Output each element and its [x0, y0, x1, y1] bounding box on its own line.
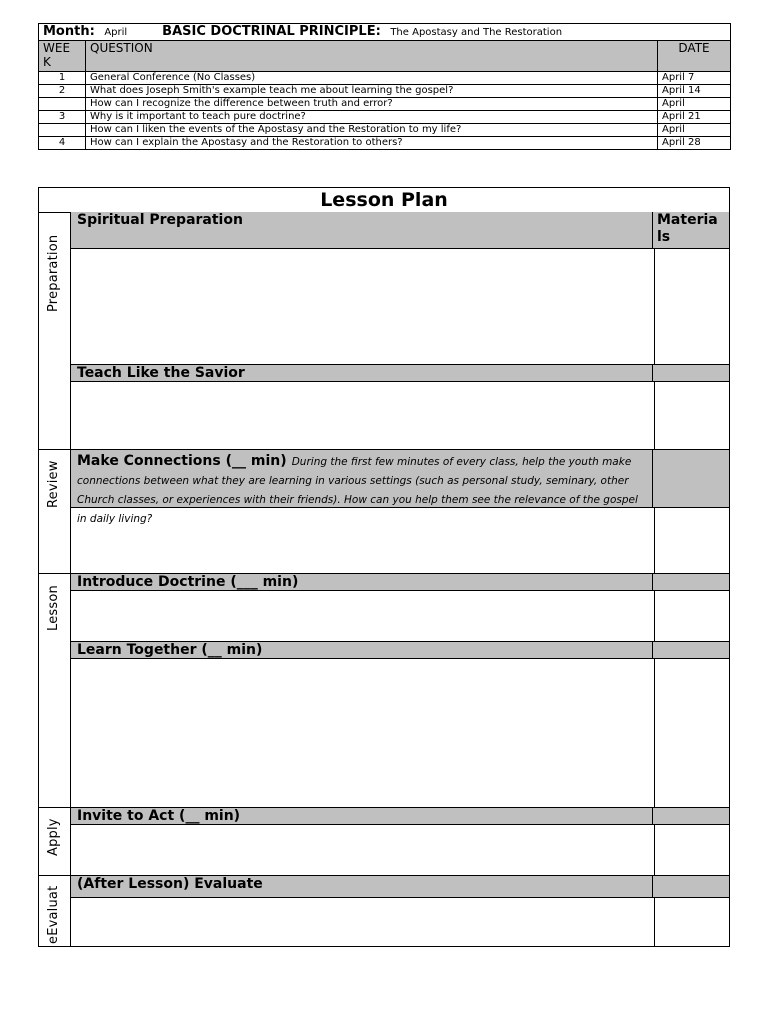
question-cell: How can I liken the events of the Apostasy and the Restoration to my life? — [86, 124, 658, 137]
table-row — [39, 98, 731, 111]
week-cell: 2 — [39, 85, 86, 98]
week-cell: 4 — [39, 137, 86, 150]
band-learn-together — [71, 641, 729, 659]
band-spiritual-preparation — [71, 212, 729, 249]
side-evaluate — [39, 875, 71, 947]
lesson-plan-grid — [38, 187, 730, 947]
table-row — [39, 137, 731, 150]
date-cell: April — [658, 124, 731, 137]
principle-value: The Apostasy and The Restoration — [390, 27, 563, 38]
schedule-header — [39, 24, 731, 41]
side-preparation — [39, 212, 71, 449]
date-cell: April — [658, 98, 731, 111]
band-introduce-doctrine — [71, 573, 729, 591]
band-invite-to-act — [71, 807, 729, 825]
materials-cell — [652, 642, 729, 658]
schedule-column-headers — [39, 41, 731, 72]
week-cell: 3 — [39, 111, 86, 124]
table-row — [39, 72, 731, 85]
schedule-table — [38, 23, 731, 150]
col-date: DATE — [658, 41, 731, 72]
side-label-preparation: Preparation — [45, 234, 61, 312]
week-cell: 1 — [39, 72, 86, 85]
side-lesson — [39, 573, 71, 807]
band-evaluate — [71, 875, 729, 898]
date-cell: April 21 — [658, 111, 731, 124]
materials-cell — [652, 365, 729, 381]
band-teach-like-savior — [71, 364, 729, 382]
date-cell: April 7 — [658, 72, 731, 85]
question-cell: Why is it important to teach pure doctrine? — [86, 111, 658, 124]
band-make-connections — [71, 449, 729, 525]
table-row — [39, 124, 731, 137]
make-connections-block — [77, 450, 647, 526]
week-cell — [39, 98, 86, 111]
materials-cell — [652, 808, 729, 824]
schedule-header-row — [39, 24, 731, 41]
date-cell: April 14 — [658, 85, 731, 98]
materials-header — [652, 212, 729, 248]
lesson-plan-title: Lesson Plan — [39, 188, 729, 213]
teach-like-savior-heading: Teach Like the Savior — [77, 365, 245, 381]
date-cell: April 28 — [658, 137, 731, 150]
question-cell: How can I explain the Apostasy and the Restoration to others? — [86, 137, 658, 150]
materials-cell — [652, 450, 729, 507]
col-week: WEE K — [39, 41, 86, 72]
invite-to-act-heading: Invite to Act (__ min) — [77, 808, 241, 824]
month-value: April — [104, 27, 128, 38]
materials-cell — [652, 876, 729, 897]
materials-cell — [652, 574, 729, 590]
side-label-review: Review — [45, 460, 61, 508]
table-row — [39, 85, 731, 98]
materials-label: Materia ls — [657, 212, 718, 245]
introduce-doctrine-heading: Introduce Doctrine (___ min) — [77, 574, 299, 590]
table-row — [39, 111, 731, 124]
side-label-apply: Apply — [45, 818, 61, 856]
learn-together-heading: Learn Together (__ min) — [77, 642, 263, 658]
evaluate-heading: (After Lesson) Evaluate — [77, 876, 263, 892]
week-cell — [39, 124, 86, 137]
principle-label: BASIC DOCTRINAL PRINCIPLE: — [162, 24, 381, 39]
side-label-lesson: Lesson — [45, 585, 61, 631]
spiritual-preparation-heading: Spiritual Preparation — [77, 212, 243, 228]
side-apply — [39, 807, 71, 875]
make-connections-heading: Make Connections (__ min) — [77, 453, 287, 469]
side-review — [39, 449, 71, 573]
col-question: QUESTION — [86, 41, 658, 72]
side-label-evaluate: eEvaluat — [45, 885, 61, 944]
question-cell: What does Joseph Smith's example teach me about learning the gospel? — [86, 85, 658, 98]
question-cell: General Conference (No Classes) — [86, 72, 658, 85]
make-connections-description: During the first few minutes of every class, help the youth make connections between what they are learning in various settings (such as personal study, seminary, other Church classes, or experiences with their friends). How can you help them see the relevance of the gospel in daily living? — [77, 456, 638, 525]
month-label: Month: — [43, 24, 95, 39]
question-cell: How can I recognize the difference between truth and error? — [86, 98, 658, 111]
